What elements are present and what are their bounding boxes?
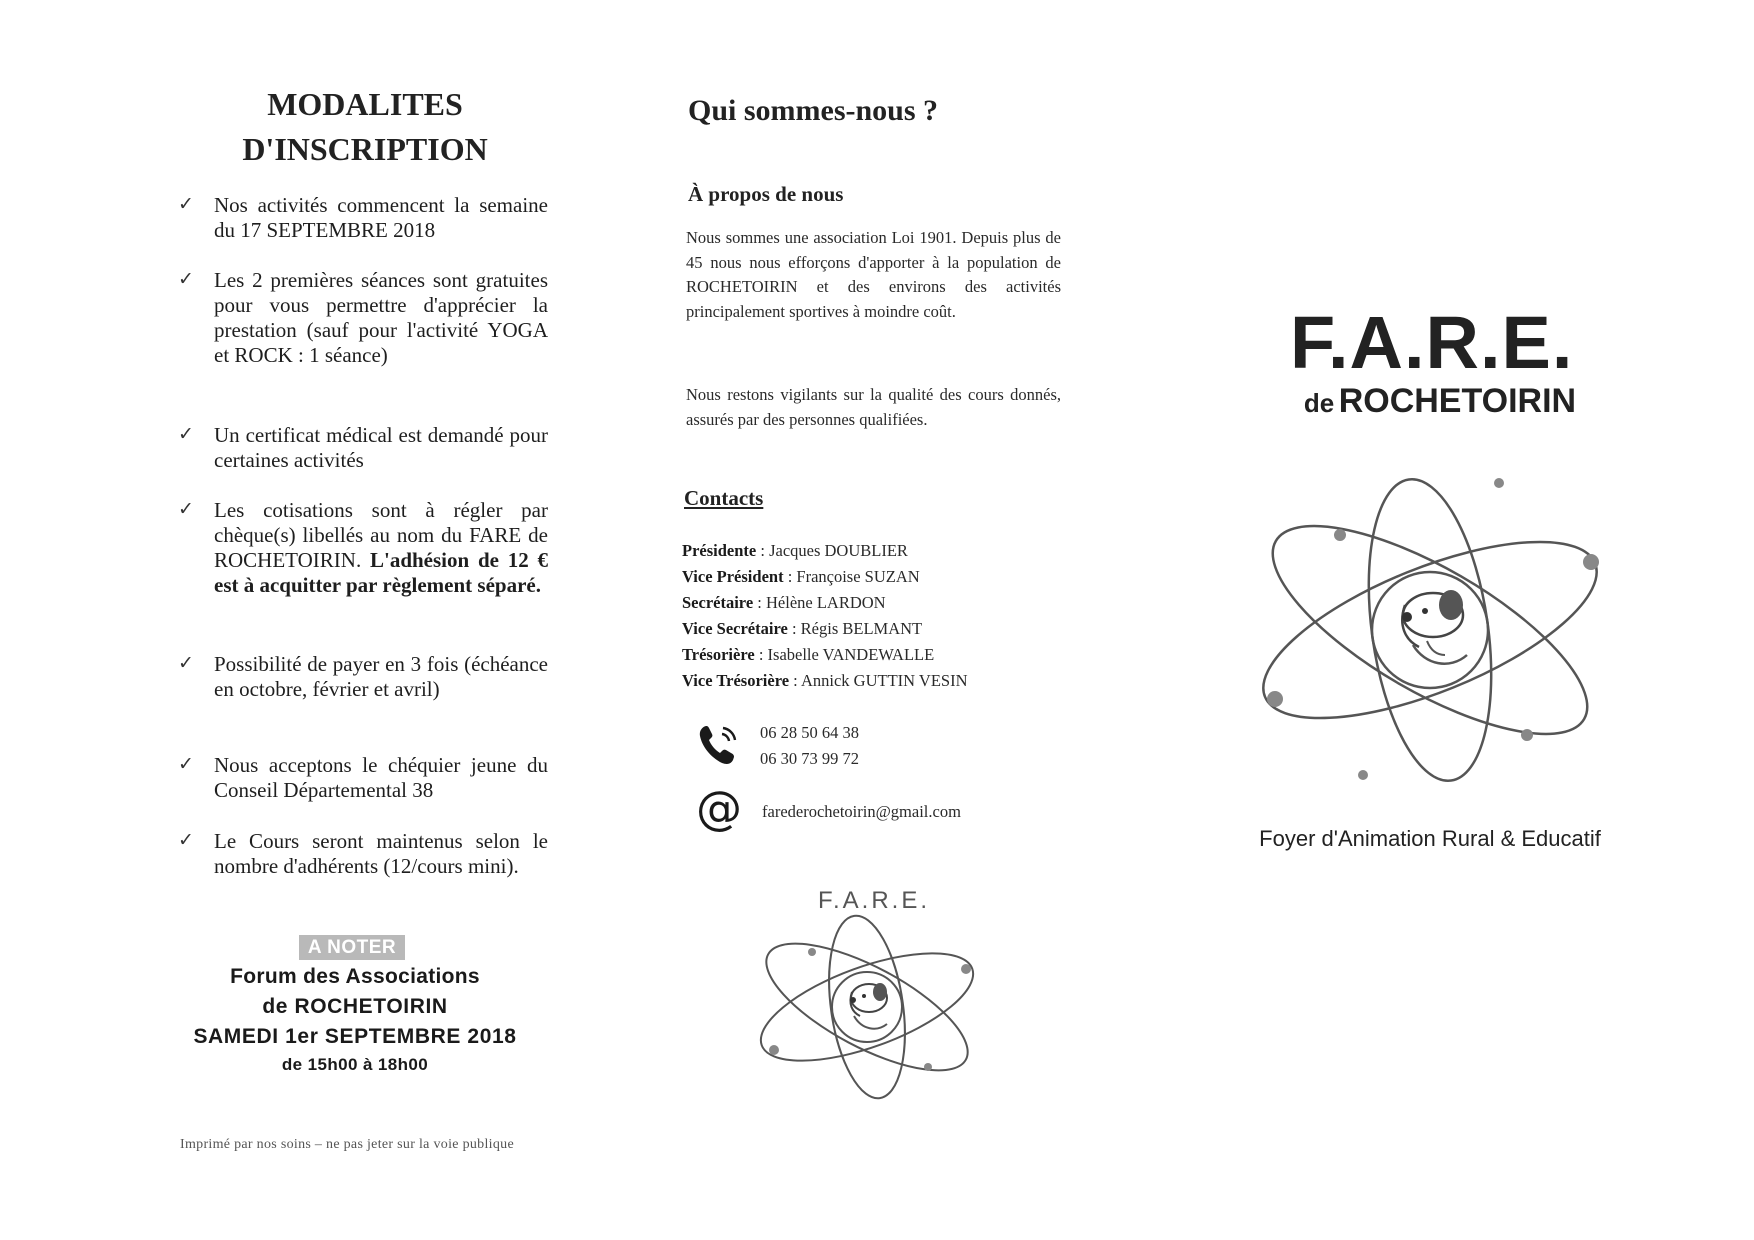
phone-number: 06 28 50 64 38	[760, 723, 859, 742]
forum-title: Forum des Associations	[230, 965, 480, 988]
atom-logo-small	[752, 912, 982, 1102]
check-icon: ✓	[178, 652, 194, 674]
inscription-item	[178, 423, 548, 473]
check-icon: ✓	[178, 268, 194, 290]
atom-logo-large	[1245, 465, 1615, 800]
contact-name: Françoise SUZAN	[796, 567, 920, 586]
contact-row: Vice Secrétaire : Régis BELMANT	[682, 619, 923, 638]
inscription-item-text-plain: Les cotisations sont à régler par chèque(s) libellés au nom du FARE de ROCHETOIRIN.	[214, 498, 548, 572]
check-icon: ✓	[178, 753, 194, 775]
contact-email: farederochetoirin@gmail.com	[762, 802, 961, 821]
contact-role: Secrétaire	[682, 593, 754, 612]
about-paragraph: Nous restons vigilants sur la qualité des cours donnés, assurés par des personnes qualifiées.	[686, 385, 1061, 429]
contact-row: Trésorière : Isabelle VANDEWALLE	[682, 645, 935, 664]
at-icon: @	[696, 781, 742, 835]
dog-icon	[1402, 590, 1467, 664]
inscription-item	[178, 193, 548, 243]
contact-name: Isabelle VANDEWALLE	[767, 645, 935, 664]
contact-row: Vice Trésorière : Annick GUTTIN VESIN	[682, 671, 968, 690]
check-icon: ✓	[178, 423, 194, 445]
inscription-item	[178, 268, 548, 368]
contact-row: Vice Président : Françoise SUZAN	[682, 567, 920, 586]
about-subtitle: À propos de nous	[688, 182, 844, 206]
contact-role: Présidente	[682, 541, 757, 560]
inscription-item-text: Les 2 premières séances sont gratuites pour vous permettre d'apprécier la prestation (sauf pour l'activité YOGA et ROCK : 1 séance)	[214, 268, 548, 367]
inscription-item-text: Un certificat médical est demandé pour certaines activités	[214, 423, 548, 472]
about-paragraph: Nous sommes une association Loi 1901. Depuis plus de 45 nous nous efforçons d'apporter à la population de ROCHETOIRIN et des environs des activités principalement sportives à moindre coût.	[686, 228, 1061, 321]
contacts-list	[682, 538, 1102, 694]
forum-date: SAMEDI 1er SEPTEMBRE 2018	[193, 1025, 517, 1048]
brand-subtitle-town: ROCHETOIRIN	[1338, 382, 1577, 420]
phone-numbers	[760, 720, 859, 772]
forum-hours: de 15h00 à 18h00	[281, 1055, 429, 1074]
check-icon: ✓	[178, 829, 194, 851]
inscription-title	[200, 82, 530, 172]
brand-title: F.A.R.E.	[1290, 301, 1574, 384]
forum-announcement	[150, 962, 560, 1078]
inscription-item-text-bold: L'adhésion de 12 € est à acquitter par règlement séparé.	[214, 548, 548, 597]
inscription-title-line1: MODALITES	[267, 86, 463, 122]
contact-row: Secrétaire : Hélène LARDON	[682, 593, 886, 612]
brand-tagline: Foyer d'Animation Rural & Educatif	[1259, 826, 1601, 851]
inscription-item-text: Nos activités commencent la semaine du 17 SEPTEMBRE 2018	[214, 193, 548, 242]
contact-role: Vice Secrétaire	[682, 619, 788, 638]
inscription-item	[178, 498, 548, 598]
forum-town: de ROCHETOIRIN	[262, 995, 448, 1018]
inscription-item	[178, 829, 548, 879]
contacts-title: Contacts	[684, 486, 764, 510]
contact-name: Régis BELMANT	[800, 619, 923, 638]
contact-role: Vice Président	[682, 567, 784, 586]
about-section-title: Qui sommes-nous ?	[688, 94, 939, 127]
inscription-item-text: Possibilité de payer en 3 fois (échéance en octobre, février et avril)	[214, 652, 548, 701]
print-footer: Imprimé par nos soins – ne pas jeter sur la voie publique	[180, 1137, 514, 1152]
inscription-item-text: Le Cours seront maintenus selon le nombre d'adhérents (12/cours mini).	[214, 829, 548, 878]
contact-role: Trésorière	[682, 645, 755, 664]
inscription-item	[178, 753, 548, 803]
contact-role: Vice Trésorière	[682, 671, 790, 690]
brand-subtitle-de: de	[1303, 388, 1335, 418]
check-icon: ✓	[178, 193, 194, 215]
inscription-title-line2: D'INSCRIPTION	[242, 131, 488, 167]
brand-subtitle	[1280, 382, 1600, 421]
contact-row: Présidente : Jacques DOUBLIER	[682, 541, 908, 560]
dog-icon	[850, 983, 887, 1029]
phone-number: 06 30 73 99 72	[760, 749, 859, 768]
inscription-item	[178, 652, 548, 702]
phone-icon	[696, 722, 742, 768]
small-logo-label: F.A.R.E.	[818, 887, 931, 914]
contact-name: Hélène LARDON	[766, 593, 886, 612]
inscription-item-text: Nous acceptons le chéquier jeune du Conseil Départemental 38	[214, 753, 548, 802]
check-icon: ✓	[178, 498, 194, 520]
note-badge: A NOTER	[299, 935, 405, 960]
inscription-item-text	[214, 498, 548, 598]
contact-name: Annick GUTTIN VESIN	[800, 671, 968, 690]
contact-name: Jacques DOUBLIER	[769, 541, 908, 560]
